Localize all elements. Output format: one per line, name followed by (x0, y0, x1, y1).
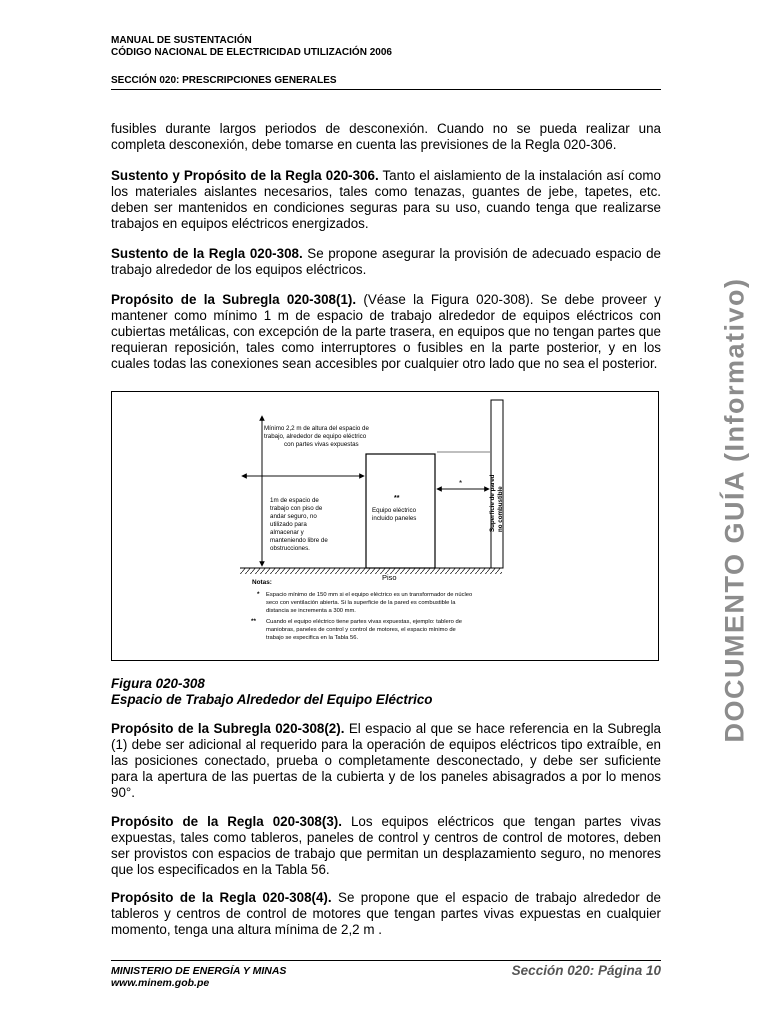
figure-number: Figura 020-308 (111, 676, 205, 691)
footer-url: www.minem.gob.pe (111, 977, 210, 989)
gap-mark: * (459, 479, 463, 488)
header-section-title: SECCIÓN 020: PRESCRIPCIONES GENERALES (111, 75, 337, 86)
paragraph-6: Propósito de la Regla 020-308(3). Los equipos eléctricos que tengan partes vivas expuestas, tales como tableros, paneles de control y centros de control de motores, deben ser provistos con espacios de trabajo que permitan un desplazamiento seguro, no menores que los especificados en la Tabla 56. (111, 814, 661, 877)
floor-label: Piso (382, 573, 397, 582)
paragraph-1: fusibles durante largos periodos de desconexión. Cuando no se pueda realizar una completa desconexión, debe tomarse en cuenta las previsiones de la Regla 020-306. (111, 121, 661, 152)
paragraph-3: Sustento de la Regla 020-308. Se propone asegurar la provisión de adecuado espacio de trabajo alrededor de los equipos eléctricos. (111, 246, 661, 277)
rule-heading: Propósito de la Subregla 020-308(2). (111, 721, 345, 736)
floor-hatch (240, 568, 502, 574)
height-label: Mínimo 2,2 m de altura del espacio de trabajo, alrededor de equipo eléctrico con partes vivas expuestas (264, 425, 369, 448)
header-code-title: CÓDIGO NACIONAL DE ELECTRICIDAD UTILIZACIÓN 2006 (111, 47, 392, 58)
paragraph-2: Sustento y Propósito de la Regla 020-306. Tanto el aislamiento de la instalación así como los materiales aislantes necesarios, tales como tenazas, guantes de jebe, tapetes, etc. deben ser mantenidos en condiciones seguras para su uso, cuando tenga que realizarse trabajos en equipos eléctricos energizados. (111, 168, 661, 231)
rule-heading: Sustento y Propósito de la Regla 020-306. (111, 168, 379, 183)
paragraph-5: Propósito de la Subregla 020-308(2). El espacio al que se hace referencia en la Subregla (1) debe ser adicional al requerido para la operación de equipos eléctricos tipo extraíble, en las posiciones conectado, prueba o completamente desconectado, y debe ser suficiente para la apertura de las puertas de la cubierta y de los paneles abisagrados a por lo menos 90°. (111, 721, 661, 800)
note2-text: Cuando el equipo eléctrico tiene partes vivas expuestas, ejemplo: tablero de maniobras, paneles de control y control de motores, el espacio mínimo de trabajo se especifica en la Tabla 56. (266, 619, 462, 641)
note1-mark: * (257, 591, 260, 598)
header-divider (111, 89, 661, 90)
space-label: 1m de espacio de trabajo con piso de andar seguro, no utilizado para almacenar y manteniendo libre de obstrucciones. (270, 497, 328, 552)
note2-mark: ** (251, 618, 256, 625)
rule-heading: Propósito de la Subregla 020-308(1). (111, 292, 357, 307)
rule-heading: Propósito de la Regla 020-308(3). (111, 814, 342, 829)
figure-title: Espacio de Trabajo Alrededor del Equipo Eléctrico (111, 692, 433, 707)
paragraph-4: Propósito de la Subregla 020-308(1). (Véase la Figura 020-308). Se debe proveer y mantener como mínimo 1 m de espacio de trabajo alrededor de equipos eléctricos con cubiertas metálicas, con excepción de la parte trasera, en equipos que no tengan partes que requieran reposición, tales como interruptores o fusibles en la parte posterior, y en los cuales todas las conexiones sean accesibles por cualquier otro lado que no sea el posterior. (111, 292, 661, 371)
equipment-label: Equipo eléctrico incluido paneles (372, 507, 417, 522)
work-space-diagram (112, 392, 658, 660)
note1-text: Espacio mínimo de 150 mm si el equipo eléctrico es un transformador de núcleo seco con ventilación abierta. Si la superficie de la pared es combustible la distancia se incrementa a 300 mm. (266, 592, 473, 614)
footer-divider (111, 960, 661, 961)
watermark: DOCUMENTO GUÍA (Informativo) (719, 277, 750, 743)
footer-organization: MINISTERIO DE ENERGÍA Y MINAS (111, 965, 287, 977)
rule-heading: Sustento de la Regla 020-308. (111, 246, 303, 261)
notes-title: Notas: (252, 579, 272, 586)
footer-page-number: Sección 020: Página 10 (511, 963, 661, 978)
rule-heading: Propósito de la Regla 020-308(4). (111, 890, 332, 905)
paragraph-7: Propósito de la Regla 020-308(4). Se propone que el espacio de trabajo alrededor de tableros y centros de control de motores que tengan partes vivas expuestas en cualquier momento, tenga una altura mínima de 2,2 m . (111, 890, 662, 937)
header-manual-title: MANUAL DE SUSTENTACIÓN (111, 35, 252, 46)
equipment-mark: ** (394, 495, 400, 502)
wall-label: Superficie de pared no combustible (489, 474, 504, 532)
figure-diagram (111, 391, 659, 661)
